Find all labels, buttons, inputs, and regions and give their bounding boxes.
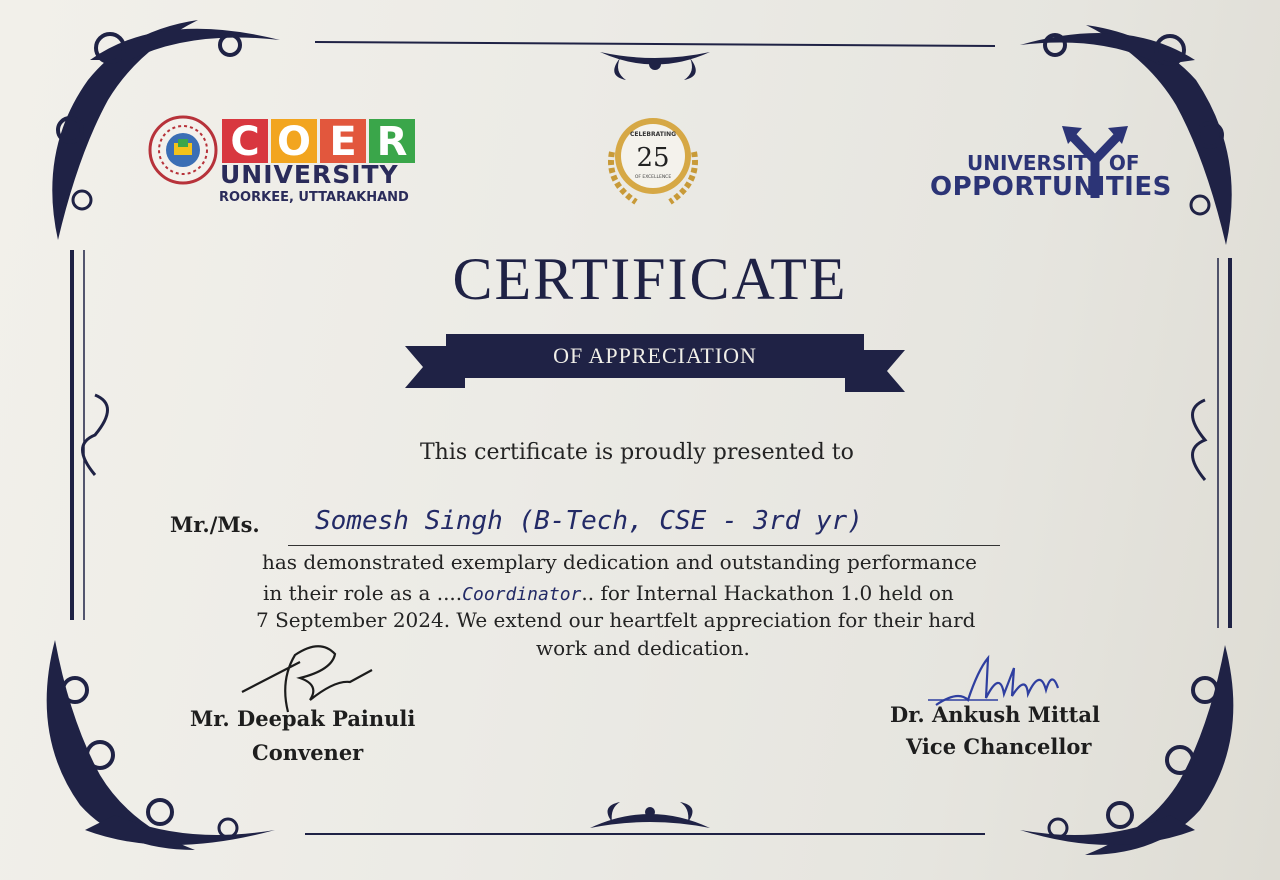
anniversary-badge-icon (598, 112, 708, 208)
certificate-subtitle: OF APPRECIATION (553, 343, 757, 368)
name-underline (288, 545, 1000, 546)
right-logo-line2: OPPORTUNITIES (930, 172, 1172, 202)
right-logo-line1: UNIVERSITY OF (967, 151, 1140, 175)
body-line-3: 7 September 2024. We extend our heartfelt appreciation for their hard (256, 608, 976, 632)
coer-letter: O (271, 119, 317, 163)
body-line-4: work and dedication. (536, 636, 750, 660)
body-line-2-after: .. for Internal Hackathon 1.0 held on (581, 581, 954, 605)
left-signatory-title: Convener (252, 740, 364, 765)
badge-number-text: 25 (636, 143, 670, 173)
body-line-2 (263, 581, 954, 605)
coer-letter: C (222, 119, 268, 163)
presented-to-text: This certificate is proudly presented to (420, 440, 854, 465)
coer-university-text: UNIVERSITY (220, 160, 399, 189)
left-signatory-name: Mr. Deepak Painuli (190, 706, 416, 731)
left-signature-icon (240, 640, 380, 715)
coer-letter: R (369, 119, 415, 163)
right-signatory-name: Dr. Ankush Mittal (890, 702, 1100, 727)
salutation-label: Mr./Ms. (170, 512, 260, 537)
coer-location-text: ROORKEE, UTTARAKHAND (219, 190, 409, 205)
right-signatory-title: Vice Chancellor (906, 734, 1092, 759)
badge-top-text: CELEBRATING (629, 131, 677, 138)
coer-wordmark (222, 119, 415, 163)
body-line-1: has demonstrated exemplary dedication and outstanding performance (262, 550, 977, 574)
badge-bottom-text: OF EXCELLENCE (634, 175, 672, 180)
recipient-name-handwritten: Somesh Singh (B-Tech, CSE - 3rd yr) (315, 506, 863, 536)
role-handwritten: Coordinator (462, 584, 582, 605)
body-line-2-before: in their role as a .... (263, 581, 463, 605)
certificate-title: CERTIFICATE (452, 246, 848, 312)
coer-letter: E (320, 119, 366, 163)
coer-emblem-icon (148, 115, 218, 185)
